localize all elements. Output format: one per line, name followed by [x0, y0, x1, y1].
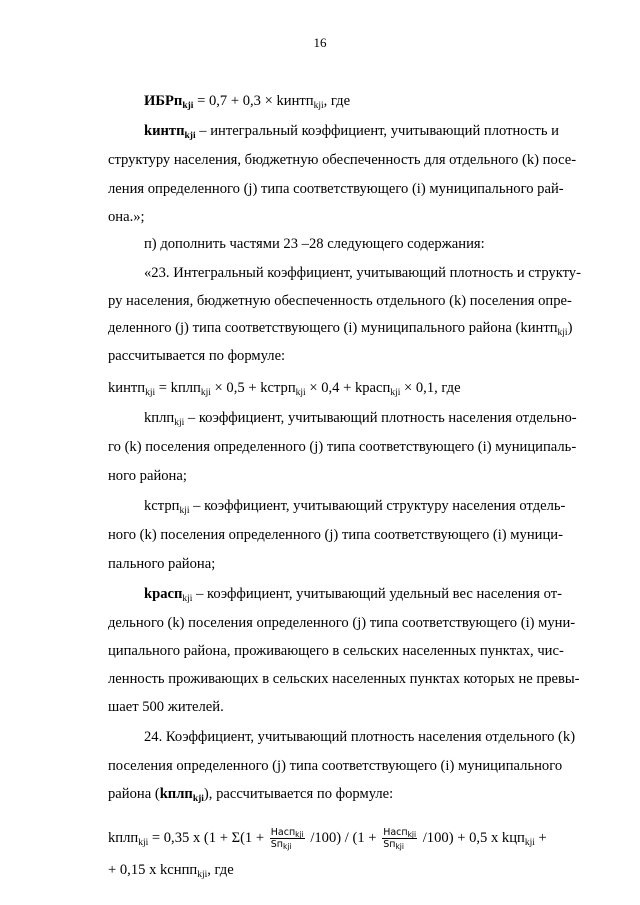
- formula-kplp: kплп$_{kji}$ = 0,35 х (1 + Σ(1 + $\frac{Насп_{kji}}{Sп_{kji}}$ /100) / (1 + $\frac{Насп_{kji}}{Sп_{kji}}$ /100) + 0,5 х kцп$_{kji}$ +: [108, 827, 547, 852]
- formula-kintp: kинтп$_{kji}$ = kплп$_{kji}$ × 0,5 + kстрп$_{kji}$ × 0,4 + kрасп$_{kji}$ × 0,1, где: [108, 380, 461, 398]
- formula-continuation: + 0,15 х kснпп$_{kji}$, где: [108, 862, 234, 880]
- text-line: дельного (k) поселения определенного (j) типа соответствующего (i) муни-: [108, 615, 576, 631]
- page-number: 16: [313, 35, 327, 50]
- text-line: ного (k) поселения определенного (j) типа соответствующего (i) муници-: [108, 527, 563, 543]
- text-line: района (kплп$_{kji}$), рассчитывается по формуле:: [108, 786, 394, 804]
- krasp-definition: kрасп$_{kji}$ – коэффициент, учитывающий удельный вес населения от-: [144, 586, 562, 604]
- text-line: шает 500 жителей.: [108, 699, 224, 715]
- text-line: ципального района, проживающего в сельских населенных пунктах, чис-: [108, 643, 564, 659]
- text-line: 24. Коэффициент, учитывающий плотность населения отдельного (k): [144, 729, 576, 745]
- formula-ibr: ИБРп$_{kji}$ = 0,7 + 0,3 × kинтп$_{kji}$, где: [144, 93, 351, 111]
- kstrp-definition: kстрп$_{kji}$ – коэффициент, учитывающий структуру населения отдель-: [144, 498, 566, 516]
- text-line: п) дополнить частями 23 –28 следующего содержания:: [144, 236, 485, 252]
- text-line: «23. Интегральный коэффициент, учитывающий плотность и структу-: [144, 265, 581, 281]
- text-line: ного района;: [108, 468, 187, 484]
- text-line: го (k) поселения определенного (j) типа соответствующего (i) муниципаль-: [108, 439, 577, 455]
- text-line: она.»;: [108, 209, 145, 225]
- text-line: ления определенного (j) типа соответствующего (i) муниципального рай-: [108, 181, 564, 197]
- kplp-definition: kплп$_{kji}$ – коэффициент, учитывающий плотность населения отдельно-: [144, 410, 577, 428]
- text-line: деленного (j) типа соответствующего (i) муниципального района (kинтп$_{kji}$): [108, 320, 573, 338]
- kintp-definition: kинтп$_{kji}$ – интегральный коэффициент, учитывающий плотность и: [144, 123, 559, 141]
- text-line: структуру населения, бюджетную обеспеченность для отдельного (k) посе-: [108, 152, 577, 168]
- text-line: ленность проживающих в сельских населенных пунктах которых не превы-: [108, 671, 580, 687]
- text-line: рассчитывается по формуле:: [108, 348, 286, 364]
- text-line: поселения определенного (j) типа соответствующего (i) муниципального: [108, 758, 563, 774]
- fraction: $\frac{Насп_{kji}}{Sп_{kji}}$: [383, 827, 417, 852]
- fraction: $\frac{Насп_{kji}}{Sп_{kji}}$: [270, 827, 304, 852]
- text-line: ру населения, бюджетную обеспеченность отдельного (k) поселения опре-: [108, 293, 572, 309]
- text-line: пального района;: [108, 556, 216, 572]
